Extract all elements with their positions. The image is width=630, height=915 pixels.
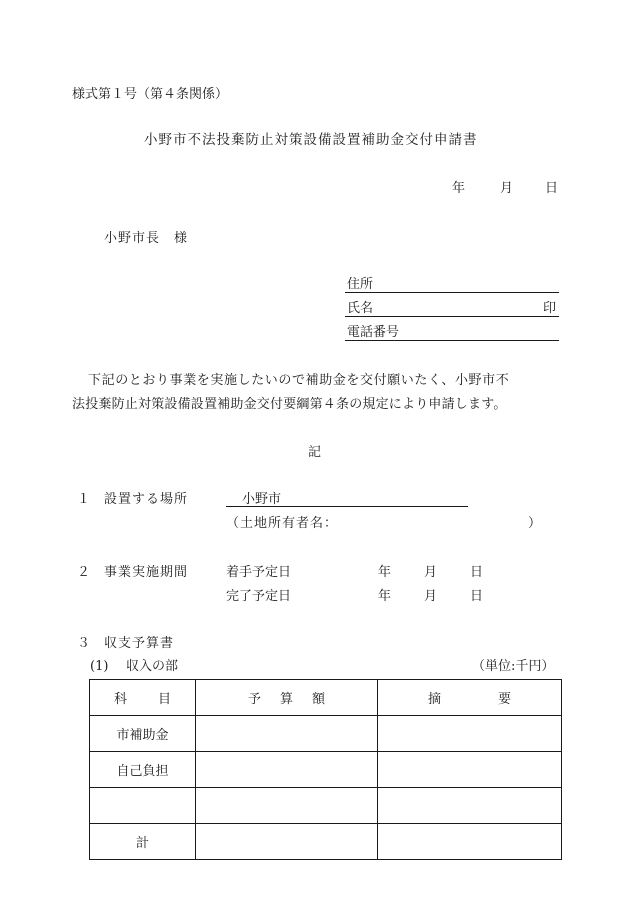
form-number: 様式第１号（第４条関係） [72,87,229,102]
ki-heading: 記 [308,445,322,460]
income-section-label: 収入の部 [126,659,179,674]
addressee: 小野市長 様 [104,231,189,246]
row-budget-cell[interactable] [196,752,378,788]
end-date-label: 完了予定日 [226,589,292,604]
header-note-char-2: 要 [497,692,511,707]
header-note-char-1: 摘 [428,692,442,707]
end-year-label: 年 [378,589,392,604]
landowner-close: ） [528,516,542,531]
start-year-label: 年 [378,565,392,580]
row-item-self-pay: 自己負担 [90,752,196,788]
end-month-label: 月 [424,589,438,604]
table-row [90,716,562,752]
item2-number: ２ [77,565,91,580]
header-budget-char-1: 予 [248,692,262,707]
row-note-cell[interactable] [378,716,562,752]
date-day-label: 日 [545,181,559,196]
table-row [90,788,562,824]
row-budget-cell[interactable] [196,788,378,824]
end-day-label: 日 [470,589,484,604]
item1-number: １ [77,492,91,507]
header-note [378,680,562,716]
row-note-cell[interactable] [378,752,562,788]
item3-label: 収支予算書 [104,636,175,651]
table-row [90,752,562,788]
item2-label: 事業実施期間 [104,565,189,580]
phone-field[interactable] [345,324,559,341]
item1-label: 設置する場所 [104,492,189,507]
row-budget-cell[interactable] [196,716,378,752]
header-item-char-2: 目 [157,692,171,707]
date-month-label: 月 [500,181,514,196]
body-text-line-1: 下記のとおり事業を実施したいので補助金を交付願いたく、小野市不 [88,373,510,388]
header-budget-char-3: 額 [311,692,325,707]
seal-label: 印 [543,301,557,316]
header-budget-char-2: 算 [279,692,293,707]
row-item-city-subsidy: 市補助金 [90,716,196,752]
table-row-total [90,824,562,860]
unit-label: （単位:千円） [472,659,555,674]
date-year-label: 年 [452,181,466,196]
item3-number: ３ [77,636,91,651]
address-field[interactable] [345,276,559,293]
row-note-cell[interactable] [378,788,562,824]
phone-label: 電話番号 [347,325,400,340]
name-field[interactable] [345,300,559,317]
header-item-char-1: 科 [114,692,128,707]
address-label: 住所 [347,277,374,292]
location-value: 小野市 [242,492,282,507]
start-date-label: 着手予定日 [226,565,292,580]
income-section-number: (1) [90,659,109,674]
start-day-label: 日 [470,565,484,580]
table-header-row [90,680,562,716]
row-item-blank[interactable] [90,788,196,824]
header-budget [196,680,378,716]
row-budget-cell[interactable] [196,824,378,860]
document-title: 小野市不法投棄防止対策設備設置補助金交付申請書 [144,132,478,148]
header-item [90,680,196,716]
row-note-cell[interactable] [378,824,562,860]
landowner-open: （土地所有者名： [226,516,339,531]
location-field[interactable] [226,490,468,507]
income-table [89,679,562,860]
body-text-line-2: 法投棄防止対策設備設置補助金交付要綱第４条の規定により申請します。 [72,397,507,412]
start-month-label: 月 [424,565,438,580]
row-item-total: 計 [90,824,196,860]
name-label: 氏名 [347,301,374,316]
